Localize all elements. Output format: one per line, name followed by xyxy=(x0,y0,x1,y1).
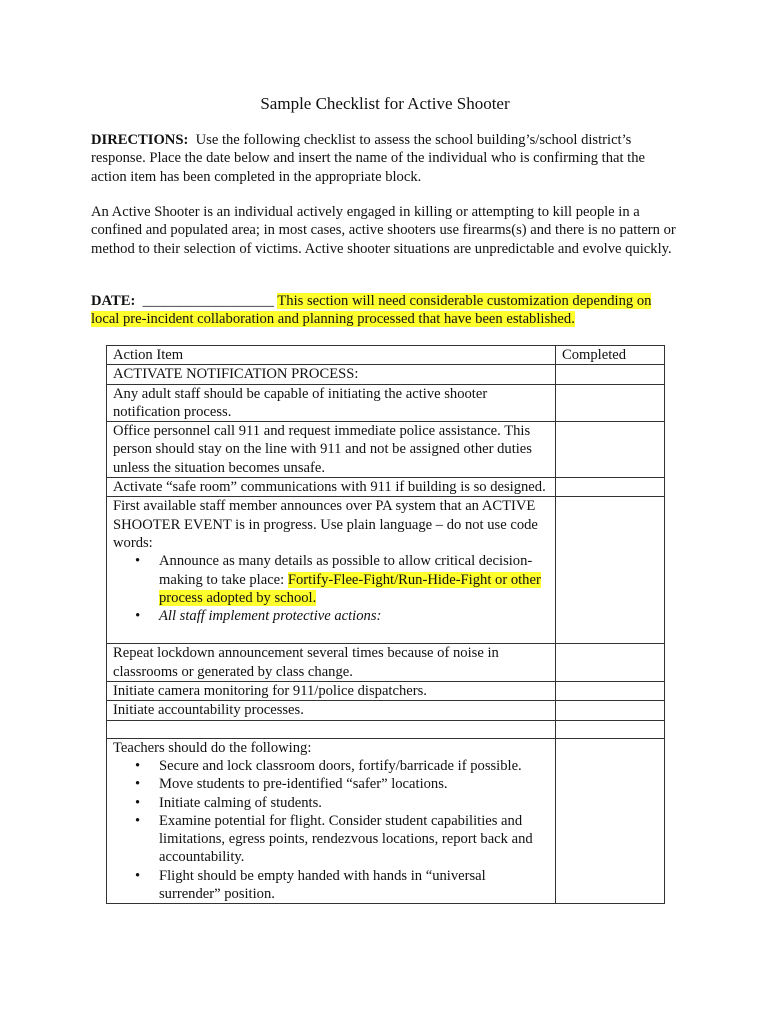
completed-cell[interactable] xyxy=(556,644,665,682)
list-item: • Examine potential for flight. Consider student capabilities and limitations, egress points, rendezvous locations, report back and accountability. xyxy=(159,812,549,867)
empty-row xyxy=(107,720,665,738)
list-item xyxy=(159,552,549,607)
table-row xyxy=(107,682,665,701)
action-item-text: Teachers should do the following: xyxy=(113,739,312,756)
action-item-text: Initiate camera monitoring for 911/police dispatchers. xyxy=(107,682,556,701)
bullet-text: Announce as many details as possible to allow critical decision-making to take place: xyxy=(159,553,533,588)
date-label: DATE: xyxy=(91,293,136,309)
completed-cell[interactable] xyxy=(556,478,665,497)
table-row xyxy=(107,384,665,422)
completed-cell[interactable] xyxy=(556,701,665,720)
completed-cell[interactable] xyxy=(556,497,665,644)
table-row xyxy=(107,422,665,478)
highlighted-text: Fortify-Flee-Fight/Run-Hide-Fight or other process adopted by school. xyxy=(159,571,541,606)
completed-cell[interactable] xyxy=(556,384,665,422)
action-item-text: Initiate accountability processes. xyxy=(107,701,556,720)
action-item-text: Repeat lockdown announcement several times because of noise in classrooms or generated by class change. xyxy=(107,644,556,682)
directions-paragraph xyxy=(91,131,681,186)
action-item-text: Activate “safe room” communications with 911 if building is so designed. xyxy=(107,478,556,497)
table-row xyxy=(107,644,665,682)
table-row xyxy=(107,701,665,720)
list-item: • Flight should be empty handed with hands in “universal surrender” position. xyxy=(159,867,549,904)
action-item-text: Any adult staff should be capable of initiating the active shooter notification process. xyxy=(107,384,556,422)
list-item: • Move students to pre-identified “safer” locations. xyxy=(159,775,549,793)
list-item: • Initiate calming of students. xyxy=(159,794,549,812)
date-blank: __________________ xyxy=(142,293,274,309)
page-title: Sample Checklist for Active Shooter xyxy=(260,94,510,113)
action-item-cell xyxy=(107,738,556,904)
action-item-text: Office personnel call 911 and request immediate police assistance. This person should stay on the line with 911 and not be assigned other duties unless the situation becomes unsafe. xyxy=(107,422,556,478)
table-header-row xyxy=(107,346,665,365)
section-title: ACTIVATE NOTIFICATION PROCESS: xyxy=(107,365,556,384)
completed-cell[interactable] xyxy=(556,365,665,384)
completed-cell[interactable] xyxy=(556,738,665,904)
table-row xyxy=(107,738,665,904)
list-item: • Secure and lock classroom doors, fortify/barricade if possible. xyxy=(159,757,549,775)
action-item-text: First available staff member announces over PA system that an ACTIVE SHOOTER EVENT is in progress. Use plain language – do not use code words: xyxy=(113,498,538,551)
completed-cell[interactable] xyxy=(556,422,665,478)
table-row xyxy=(107,497,665,644)
header-completed: Completed xyxy=(556,346,665,365)
customization-note: This section will need considerable customization depending on local pre-incident collaboration and planning processed that have been established. xyxy=(91,293,652,328)
bullet-list xyxy=(113,552,549,625)
checklist-table xyxy=(106,345,665,904)
completed-cell[interactable] xyxy=(556,682,665,701)
empty-action-cell xyxy=(107,720,556,738)
action-item-cell xyxy=(107,497,556,644)
date-paragraph xyxy=(91,292,681,329)
directions-text: Use the following checklist to assess the school building’s/school district’s response. Place the date below and insert the name of the individual who is confirming that the action item has been completed in the appropriate block. xyxy=(91,132,646,185)
bullet-list xyxy=(113,757,549,903)
completed-cell[interactable] xyxy=(556,720,665,738)
section-row xyxy=(107,365,665,384)
table-row xyxy=(107,478,665,497)
directions-label: DIRECTIONS: xyxy=(91,132,189,148)
definition-paragraph: An Active Shooter is an individual actively engaged in killing or attempting to kill people in a confined and populated area; in most cases, active shooters use firearms(s) and there is no pattern or method to their selection of victims. Active shooter situations are unpredictable and evolve quickly. xyxy=(91,204,676,257)
list-item: • All staff implement protective actions: xyxy=(159,607,549,625)
header-action-item: Action Item xyxy=(107,346,556,365)
